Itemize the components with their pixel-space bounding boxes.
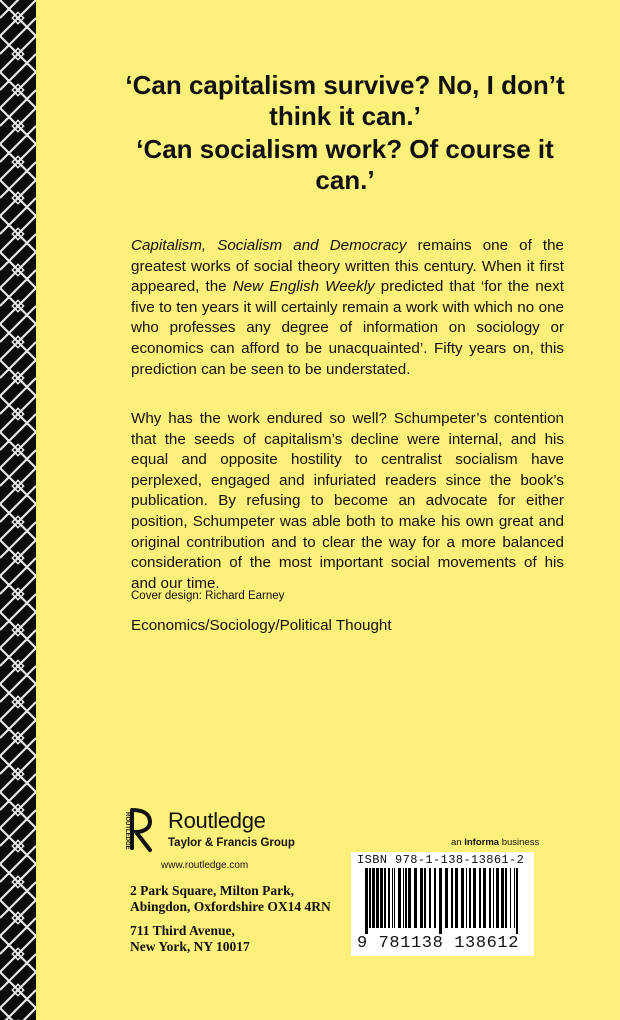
isbn-barcode	[351, 852, 534, 956]
barcode-digits: 9 781138 138612	[357, 934, 520, 953]
address-us-line2: New York, NY 10017	[130, 939, 250, 954]
barcode-bars	[357, 868, 528, 934]
blurb-p1-text-b: predicted that ‘for the next five to ten years it will certainly remain a work with which no one who professes any degree of information on sociology or economics can afford to be unacquainted’. Fifty years on, this prediction can be seen to be understated.	[131, 278, 564, 378]
routledge-vertical-text: ROUTLEDGE	[124, 812, 130, 850]
address-uk	[130, 883, 331, 915]
isbn-label: ISBN 978-1-138-13861-2	[357, 853, 525, 867]
informa-brand: Informa	[464, 837, 500, 848]
quote-socialism: ‘Can socialism work? Of course it can.’	[136, 134, 554, 195]
subject-category: Economics/Sociology/Political Thought	[131, 617, 392, 634]
spine-pattern	[0, 0, 36, 1020]
cover-credit: Cover design: Richard Earney	[131, 590, 285, 602]
informa-post: business	[499, 837, 540, 848]
publisher-group: Taylor & Francis Group	[168, 837, 295, 849]
book-title-italic: Capitalism, Socialism and Democracy	[131, 237, 407, 254]
publisher-website: www.routledge.com	[161, 860, 249, 871]
blurb-p1-text-a: remains one of the greatest works of social theory written this century. When it first appeared, the	[131, 237, 564, 296]
blurb-paragraph-2: Why has the work endured so well? Schumpeter’s contention that the seeds of capitalism’s decline were internal, and his equal and opposite hostility to centralist socialism have perplexed, engaged and infuriated readers since the book’s publication. By refusing to become an advocate for either position, Schumpeter was able both to make his own great and original contribution and to clear the way for a more balanced consideration of the most important social movements of his and our time.	[131, 410, 564, 592]
blurb-paragraph-1	[131, 236, 564, 380]
routledge-logo-icon	[124, 808, 164, 858]
publisher-name: Routledge	[168, 808, 266, 833]
informa-pre: an	[451, 837, 465, 848]
informa-business-tag	[451, 837, 539, 848]
address-us-line1: 711 Third Avenue,	[130, 923, 235, 938]
quote-capitalism: ‘Can capitalism survive? No, I don’t think it can.’	[125, 70, 565, 131]
address-us	[130, 923, 250, 955]
address-uk-line2: Abingdon, Oxfordshire OX14 4RN	[130, 899, 331, 914]
address-uk-line1: 2 Park Square, Milton Park,	[130, 883, 295, 898]
journal-title-italic: New English Weekly	[232, 278, 375, 296]
